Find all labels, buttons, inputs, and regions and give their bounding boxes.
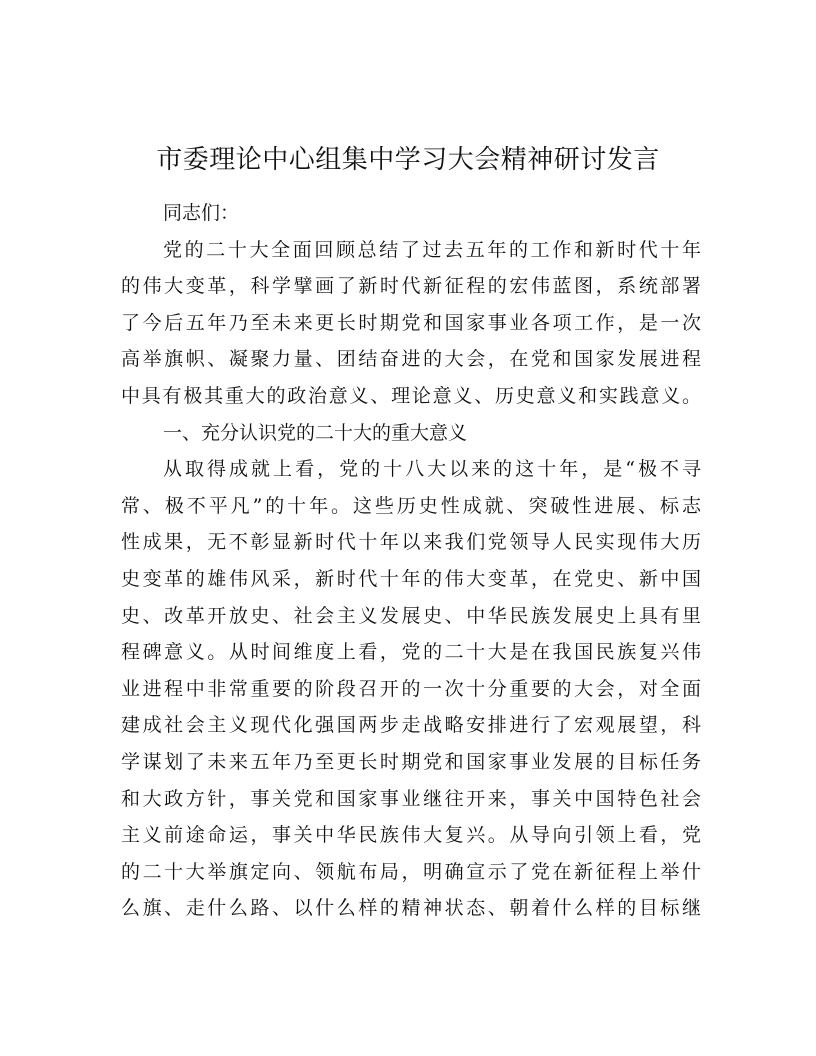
document-body — [121, 195, 701, 927]
salutation: 同志们： — [163, 202, 240, 224]
section-line-5: 史、改革开放史、社会主义发展史、中华民族发展史上具有里 — [121, 604, 701, 627]
intro-line-3: 了今后五年乃至未来更长时期党和国家事业各项工作，是一次 — [121, 311, 701, 334]
intro-line-4: 高举旗帜、凝聚力量、团结奋进的大会，在党和国家发展进程 — [121, 348, 701, 371]
section-line-8: 建成社会主义现代化强国两步走战略安排进行了宏观展望，科 — [121, 714, 701, 737]
document-title: 市委理论中心组集中学习大会精神研讨发言 — [156, 145, 660, 175]
section-line-2: 常、极不平凡”的十年。这些历史性成就、突破性进展、标志 — [121, 494, 701, 517]
section-line-4: 史变革的雄伟风采，新时代十年的伟大变革，在党史、新中国 — [121, 567, 701, 590]
intro-line-1: 党的二十大全面回顾总结了过去五年的工作和新时代十年 — [163, 238, 701, 261]
section-line-6: 程碑意义。从时间维度上看，党的二十大是在我国民族复兴伟 — [121, 641, 701, 664]
intro-line-2: 的伟大变革，科学擘画了新时代新征程的宏伟蓝图，系统部署 — [121, 275, 701, 298]
section-line-13: 么旗、走什么路、以什么样的精神状态、朝着什么样的目标继 — [121, 897, 701, 920]
section-heading: 一、充分认识党的二十大的重大意义 — [163, 421, 468, 444]
section-line-11: 主义前途命运，事关中华民族伟大复兴。从导向引领上看，党 — [121, 824, 701, 847]
section-line-10: 和大政方针，事关党和国家事业继往开来，事关中国特色社会 — [121, 787, 701, 810]
section-line-7: 业进程中非常重要的阶段召开的一次十分重要的大会，对全面 — [121, 677, 701, 700]
section-line-1: 从取得成就上看，党的十八大以来的这十年，是“极不寻 — [163, 458, 701, 481]
section-line-3: 性成果，无不彰显新时代十年以来我们党领导人民实现伟大历 — [121, 531, 701, 554]
section-line-9: 学谋划了未来五年乃至更长时期党和国家事业发展的目标任务 — [121, 750, 701, 773]
intro-line-5: 中具有极其重大的政治意义、理论意义、历史意义和实践意义。 — [121, 384, 701, 407]
section-line-12: 的二十大举旗定向、领航布局，明确宣示了党在新征程上举什 — [121, 860, 701, 883]
